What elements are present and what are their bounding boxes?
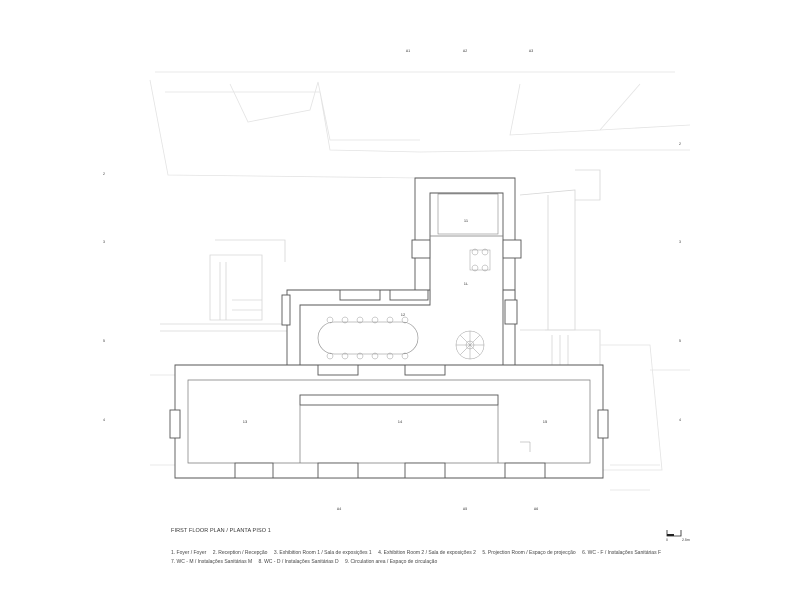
grid-marker-left-4: 4 <box>103 418 105 422</box>
grid-marker-left-1: 2 <box>103 172 105 176</box>
room-label-hall: 12 <box>400 312 406 317</box>
legend-line-1 <box>171 549 731 558</box>
central-hall <box>282 290 517 374</box>
grid-marker-bottom-1: A4 <box>336 507 342 511</box>
room-label-left: 13 <box>242 419 248 424</box>
legend-item: 1. Foyer / Foyer <box>171 550 207 556</box>
legend-item: 3. Exhibition Room 1 / Sala de exposições 1 <box>273 550 372 556</box>
grid-marker-bottom-2: A5 <box>462 507 468 511</box>
grid-marker-left-3: 5 <box>103 339 105 343</box>
legend-item: 8. WC - D / Instalações Sanitárias D <box>258 559 339 565</box>
legend-item: 2. Reception / Recepção <box>212 550 268 556</box>
legend-item: 6. WC - F / Instalações Sanitárias F <box>582 550 662 556</box>
legend-item: 7. WC - M / Instalações Sanitárias M <box>171 559 253 565</box>
legend-item: 9. Circulation area / Espaço de circulação <box>344 559 438 565</box>
grid-marker-right-4: 4 <box>679 418 681 422</box>
legend-line-2 <box>171 558 731 567</box>
room-label-top: 11 <box>463 218 469 223</box>
grid-marker-right-2: 3 <box>679 240 681 244</box>
scale-start-label: 0 <box>666 538 668 542</box>
grid-marker-top-2: A2 <box>462 49 468 53</box>
grid-marker-top-1: A1 <box>405 49 411 53</box>
grid-marker-right-1: 2 <box>679 142 681 146</box>
legend-item: 5. Projection Room / Espaço de projecção <box>482 550 576 556</box>
plan-title: FIRST FLOOR PLAN / PLANTA PISO 1 <box>171 528 271 534</box>
legend <box>171 528 731 567</box>
grid-marker-top-3: A3 <box>528 49 534 53</box>
room-label-center: 14 <box>397 419 403 424</box>
legend-item: 4. Exhibition Room 2 / Sala de exposições 2 <box>378 550 476 556</box>
scale-end-label: 2.5m <box>682 538 690 542</box>
room-label-middle: 1L <box>463 281 469 286</box>
grid-marker-right-3: 5 <box>679 339 681 343</box>
room-label-right: 15 <box>542 419 548 424</box>
grid-marker-left-2: 3 <box>103 240 105 244</box>
grid-marker-bottom-3: A6 <box>533 507 539 511</box>
